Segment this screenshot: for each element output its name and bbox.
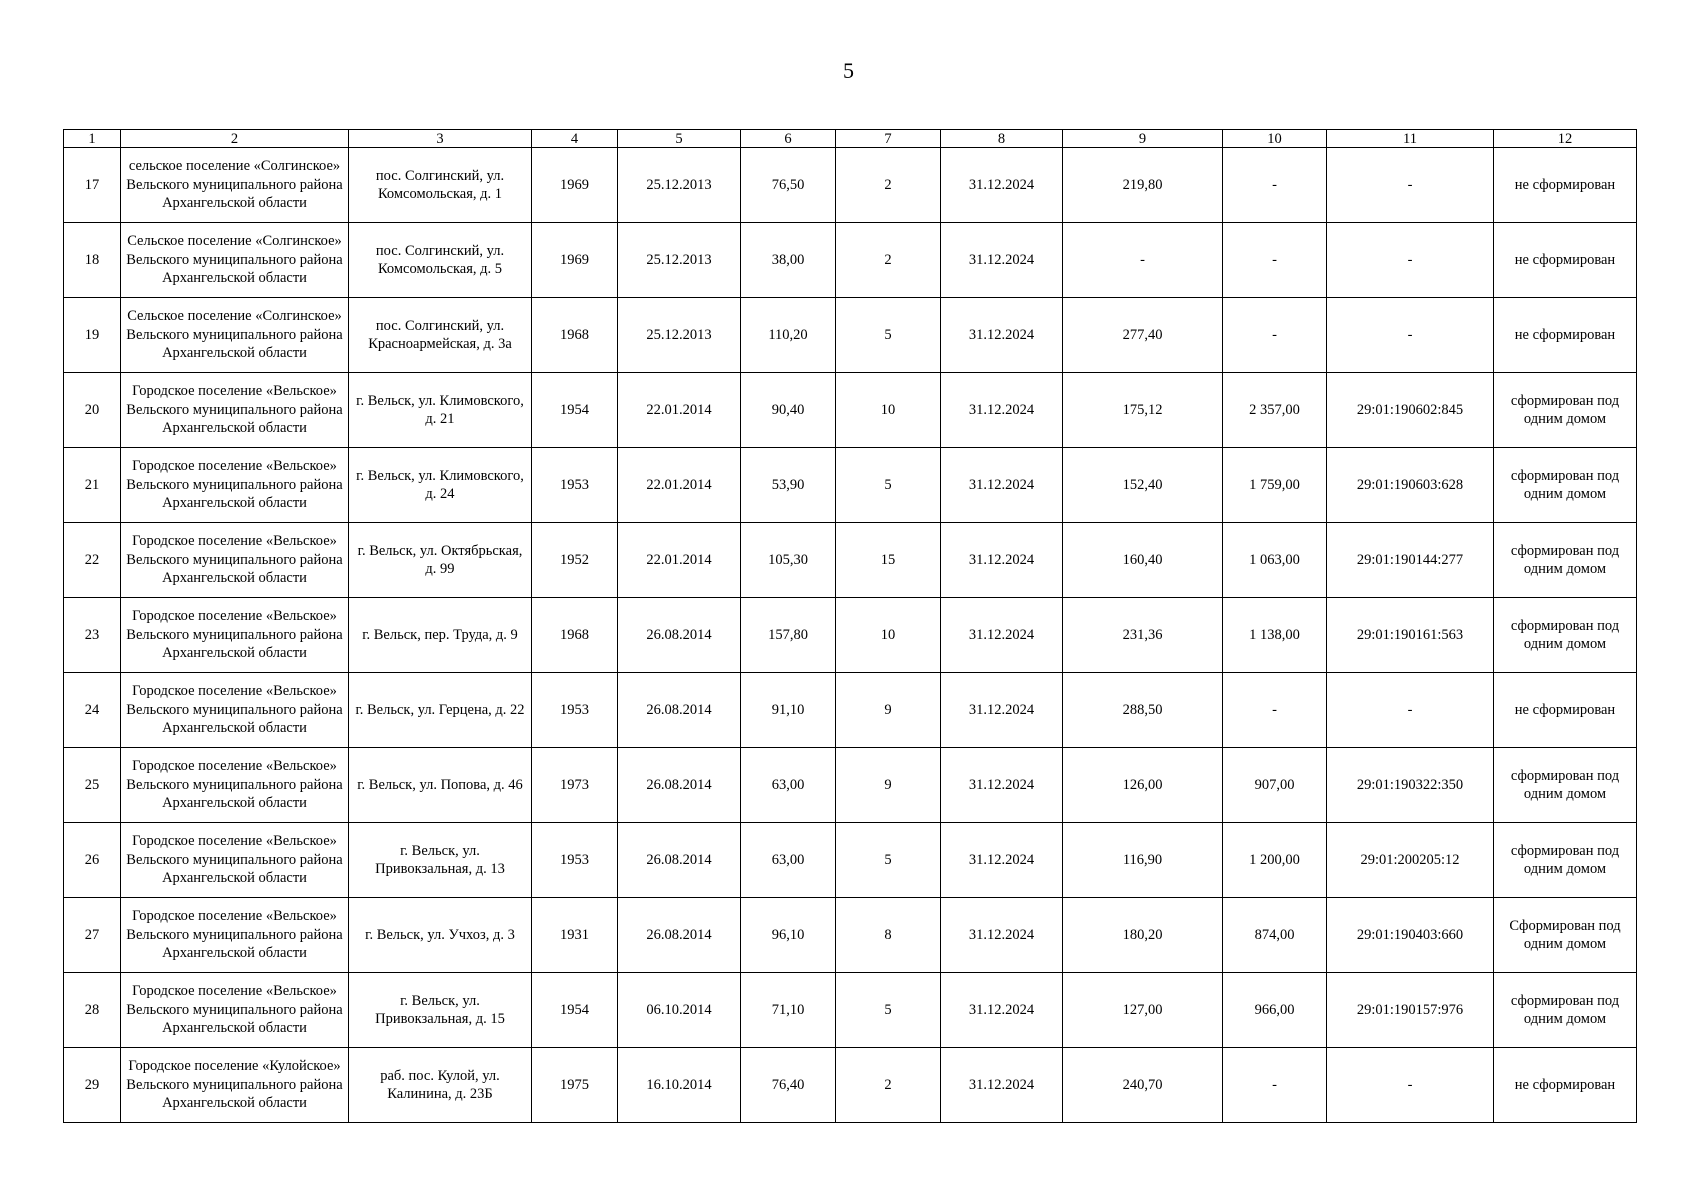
build-year-cell: 1954: [532, 373, 618, 448]
row-number-cell: 20: [64, 373, 121, 448]
settlement-name-cell: Городское поселение «Вельское» Вельского муниципального района Архангельской области: [121, 523, 349, 598]
total-area-cell: 157,80: [741, 598, 836, 673]
settlement-name-cell: Городское поселение «Кулойское» Вельского муниципального района Архангельской области: [121, 1048, 349, 1123]
planned-date-cell: 31.12.2024: [941, 898, 1063, 973]
address-cell: г. Вельск, пер. Труда, д. 9: [349, 598, 532, 673]
land-area-cell: 907,00: [1223, 748, 1327, 823]
recognition-date-cell: 22.01.2014: [618, 373, 741, 448]
residents-count-cell: 5: [836, 298, 941, 373]
row-number-cell: 24: [64, 673, 121, 748]
column-header-12: 12: [1494, 130, 1637, 148]
address-cell: г. Вельск, ул. Климовского, д. 21: [349, 373, 532, 448]
page-number: 5: [843, 58, 854, 83]
recognition-date-cell: 25.12.2013: [618, 148, 741, 223]
build-year-cell: 1931: [532, 898, 618, 973]
planned-date-cell: 31.12.2024: [941, 298, 1063, 373]
land-area-cell: 2 357,00: [1223, 373, 1327, 448]
table-row: [64, 148, 1637, 223]
planned-date-cell: 31.12.2024: [941, 748, 1063, 823]
land-area-cell: 1 138,00: [1223, 598, 1327, 673]
planned-date-cell: 31.12.2024: [941, 598, 1063, 673]
address-cell: г. Вельск, ул. Привокзальная, д. 15: [349, 973, 532, 1048]
planned-date-cell: 31.12.2024: [941, 523, 1063, 598]
row-number-cell: 18: [64, 223, 121, 298]
table-row: [64, 223, 1637, 298]
living-area-cell: 288,50: [1063, 673, 1223, 748]
planned-date-cell: 31.12.2024: [941, 673, 1063, 748]
residents-count-cell: 5: [836, 973, 941, 1048]
housing-registry-table: [63, 129, 1637, 1123]
recognition-date-cell: 26.08.2014: [618, 748, 741, 823]
residents-count-cell: 2: [836, 1048, 941, 1123]
total-area-cell: 91,10: [741, 673, 836, 748]
total-area-cell: 96,10: [741, 898, 836, 973]
table-row: [64, 748, 1637, 823]
column-header-5: 5: [618, 130, 741, 148]
living-area-cell: 152,40: [1063, 448, 1223, 523]
column-header-9: 9: [1063, 130, 1223, 148]
living-area-cell: 127,00: [1063, 973, 1223, 1048]
residents-count-cell: 2: [836, 148, 941, 223]
planned-date-cell: 31.12.2024: [941, 148, 1063, 223]
land-area-cell: 1 200,00: [1223, 823, 1327, 898]
table-row: [64, 298, 1637, 373]
planned-date-cell: 31.12.2024: [941, 373, 1063, 448]
address-cell: г. Вельск, ул. Октябрьская, д. 99: [349, 523, 532, 598]
land-area-cell: -: [1223, 673, 1327, 748]
row-number-cell: 19: [64, 298, 121, 373]
living-area-cell: -: [1063, 223, 1223, 298]
planned-date-cell: 31.12.2024: [941, 448, 1063, 523]
land-area-cell: -: [1223, 1048, 1327, 1123]
address-cell: пос. Солгинский, ул. Комсомольская, д. 1: [349, 148, 532, 223]
total-area-cell: 53,90: [741, 448, 836, 523]
total-area-cell: 76,40: [741, 1048, 836, 1123]
row-number-cell: 17: [64, 148, 121, 223]
land-status-cell: сформирован под одним домом: [1494, 448, 1637, 523]
row-number-cell: 25: [64, 748, 121, 823]
living-area-cell: 240,70: [1063, 1048, 1223, 1123]
living-area-cell: 277,40: [1063, 298, 1223, 373]
land-status-cell: Сформирован под одним домом: [1494, 898, 1637, 973]
settlement-name-cell: Городское поселение «Вельское» Вельского муниципального района Архангельской области: [121, 373, 349, 448]
residents-count-cell: 2: [836, 223, 941, 298]
settlement-name-cell: Городское поселение «Вельское» Вельского муниципального района Архангельской области: [121, 448, 349, 523]
address-cell: г. Вельск, ул. Попова, д. 46: [349, 748, 532, 823]
address-cell: пос. Солгинский, ул. Красноармейская, д. 3а: [349, 298, 532, 373]
build-year-cell: 1969: [532, 223, 618, 298]
row-number-cell: 22: [64, 523, 121, 598]
land-status-cell: сформирован под одним домом: [1494, 598, 1637, 673]
table-row: [64, 673, 1637, 748]
table-row: [64, 448, 1637, 523]
recognition-date-cell: 22.01.2014: [618, 523, 741, 598]
address-cell: пос. Солгинский, ул. Комсомольская, д. 5: [349, 223, 532, 298]
land-area-cell: -: [1223, 223, 1327, 298]
planned-date-cell: 31.12.2024: [941, 1048, 1063, 1123]
planned-date-cell: 31.12.2024: [941, 973, 1063, 1048]
build-year-cell: 1953: [532, 673, 618, 748]
column-header-8: 8: [941, 130, 1063, 148]
land-area-cell: 966,00: [1223, 973, 1327, 1048]
living-area-cell: 116,90: [1063, 823, 1223, 898]
column-header-4: 4: [532, 130, 618, 148]
recognition-date-cell: 26.08.2014: [618, 898, 741, 973]
total-area-cell: 90,40: [741, 373, 836, 448]
address-cell: раб. пос. Кулой, ул. Калинина, д. 23Б: [349, 1048, 532, 1123]
build-year-cell: 1975: [532, 1048, 618, 1123]
build-year-cell: 1968: [532, 298, 618, 373]
row-number-cell: 27: [64, 898, 121, 973]
row-number-cell: 29: [64, 1048, 121, 1123]
recognition-date-cell: 25.12.2013: [618, 223, 741, 298]
recognition-date-cell: 06.10.2014: [618, 973, 741, 1048]
address-cell: г. Вельск, ул. Учхоз, д. 3: [349, 898, 532, 973]
total-area-cell: 63,00: [741, 748, 836, 823]
settlement-name-cell: Сельское поселение «Солгинское» Вельского муниципального района Архангельской области: [121, 223, 349, 298]
planned-date-cell: 31.12.2024: [941, 823, 1063, 898]
land-status-cell: сформирован под одним домом: [1494, 973, 1637, 1048]
cadastral-number-cell: -: [1327, 223, 1494, 298]
settlement-name-cell: Городское поселение «Вельское» Вельского муниципального района Архангельской области: [121, 598, 349, 673]
residents-count-cell: 5: [836, 448, 941, 523]
residents-count-cell: 8: [836, 898, 941, 973]
build-year-cell: 1973: [532, 748, 618, 823]
table-row: [64, 373, 1637, 448]
header-row: [64, 130, 1637, 148]
recognition-date-cell: 16.10.2014: [618, 1048, 741, 1123]
planned-date-cell: 31.12.2024: [941, 223, 1063, 298]
land-status-cell: сформирован под одним домом: [1494, 823, 1637, 898]
land-area-cell: 874,00: [1223, 898, 1327, 973]
build-year-cell: 1968: [532, 598, 618, 673]
recognition-date-cell: 25.12.2013: [618, 298, 741, 373]
row-number-cell: 23: [64, 598, 121, 673]
cadastral-number-cell: 29:01:190157:976: [1327, 973, 1494, 1048]
cadastral-number-cell: 29:01:190161:563: [1327, 598, 1494, 673]
table-row: [64, 598, 1637, 673]
column-header-3: 3: [349, 130, 532, 148]
land-status-cell: не сформирован: [1494, 148, 1637, 223]
recognition-date-cell: 26.08.2014: [618, 673, 741, 748]
total-area-cell: 76,50: [741, 148, 836, 223]
table-row: [64, 823, 1637, 898]
settlement-name-cell: Городское поселение «Вельское» Вельского муниципального района Архангельской области: [121, 673, 349, 748]
build-year-cell: 1952: [532, 523, 618, 598]
cadastral-number-cell: -: [1327, 1048, 1494, 1123]
land-status-cell: не сформирован: [1494, 223, 1637, 298]
table-header: [64, 130, 1637, 148]
land-area-cell: 1 063,00: [1223, 523, 1327, 598]
total-area-cell: 71,10: [741, 973, 836, 1048]
land-area-cell: 1 759,00: [1223, 448, 1327, 523]
land-status-cell: сформирован под одним домом: [1494, 748, 1637, 823]
cadastral-number-cell: 29:01:190322:350: [1327, 748, 1494, 823]
living-area-cell: 175,12: [1063, 373, 1223, 448]
residents-count-cell: 5: [836, 823, 941, 898]
residents-count-cell: 10: [836, 373, 941, 448]
table-row: [64, 1048, 1637, 1123]
living-area-cell: 160,40: [1063, 523, 1223, 598]
row-number-cell: 21: [64, 448, 121, 523]
cadastral-number-cell: -: [1327, 673, 1494, 748]
column-header-11: 11: [1327, 130, 1494, 148]
land-status-cell: не сформирован: [1494, 673, 1637, 748]
table-row: [64, 973, 1637, 1048]
settlement-name-cell: Сельское поселение «Солгинское» Вельского муниципального района Архангельской области: [121, 298, 349, 373]
table-row: [64, 523, 1637, 598]
cadastral-number-cell: 29:01:190602:845: [1327, 373, 1494, 448]
cadastral-number-cell: 29:01:190603:628: [1327, 448, 1494, 523]
settlement-name-cell: Городское поселение «Вельское» Вельского муниципального района Архангельской области: [121, 823, 349, 898]
settlement-name-cell: сельское поселение «Солгинское» Вельского муниципального района Архангельской области: [121, 148, 349, 223]
cadastral-number-cell: -: [1327, 298, 1494, 373]
cadastral-number-cell: 29:01:190144:277: [1327, 523, 1494, 598]
land-status-cell: сформирован под одним домом: [1494, 373, 1637, 448]
row-number-cell: 28: [64, 973, 121, 1048]
build-year-cell: 1953: [532, 448, 618, 523]
cadastral-number-cell: 29:01:200205:12: [1327, 823, 1494, 898]
settlement-name-cell: Городское поселение «Вельское» Вельского муниципального района Архангельской области: [121, 748, 349, 823]
total-area-cell: 105,30: [741, 523, 836, 598]
cadastral-number-cell: -: [1327, 148, 1494, 223]
residents-count-cell: 15: [836, 523, 941, 598]
recognition-date-cell: 22.01.2014: [618, 448, 741, 523]
residents-count-cell: 9: [836, 673, 941, 748]
residents-count-cell: 10: [836, 598, 941, 673]
address-cell: г. Вельск, ул. Привокзальная, д. 13: [349, 823, 532, 898]
cadastral-number-cell: 29:01:190403:660: [1327, 898, 1494, 973]
residents-count-cell: 9: [836, 748, 941, 823]
row-number-cell: 26: [64, 823, 121, 898]
table-body: [64, 148, 1637, 1123]
column-header-7: 7: [836, 130, 941, 148]
recognition-date-cell: 26.08.2014: [618, 598, 741, 673]
column-header-1: 1: [64, 130, 121, 148]
living-area-cell: 219,80: [1063, 148, 1223, 223]
living-area-cell: 180,20: [1063, 898, 1223, 973]
address-cell: г. Вельск, ул. Герцена, д. 22: [349, 673, 532, 748]
settlement-name-cell: Городское поселение «Вельское» Вельского муниципального района Архангельской области: [121, 973, 349, 1048]
land-status-cell: не сформирован: [1494, 298, 1637, 373]
land-area-cell: -: [1223, 148, 1327, 223]
total-area-cell: 38,00: [741, 223, 836, 298]
land-status-cell: не сформирован: [1494, 1048, 1637, 1123]
settlement-name-cell: Городское поселение «Вельское» Вельского муниципального района Архангельской области: [121, 898, 349, 973]
recognition-date-cell: 26.08.2014: [618, 823, 741, 898]
land-area-cell: -: [1223, 298, 1327, 373]
column-header-6: 6: [741, 130, 836, 148]
living-area-cell: 126,00: [1063, 748, 1223, 823]
build-year-cell: 1969: [532, 148, 618, 223]
living-area-cell: 231,36: [1063, 598, 1223, 673]
total-area-cell: 110,20: [741, 298, 836, 373]
build-year-cell: 1954: [532, 973, 618, 1048]
land-status-cell: сформирован под одним домом: [1494, 523, 1637, 598]
address-cell: г. Вельск, ул. Климовского, д. 24: [349, 448, 532, 523]
column-header-10: 10: [1223, 130, 1327, 148]
column-header-2: 2: [121, 130, 349, 148]
table-row: [64, 898, 1637, 973]
build-year-cell: 1953: [532, 823, 618, 898]
total-area-cell: 63,00: [741, 823, 836, 898]
